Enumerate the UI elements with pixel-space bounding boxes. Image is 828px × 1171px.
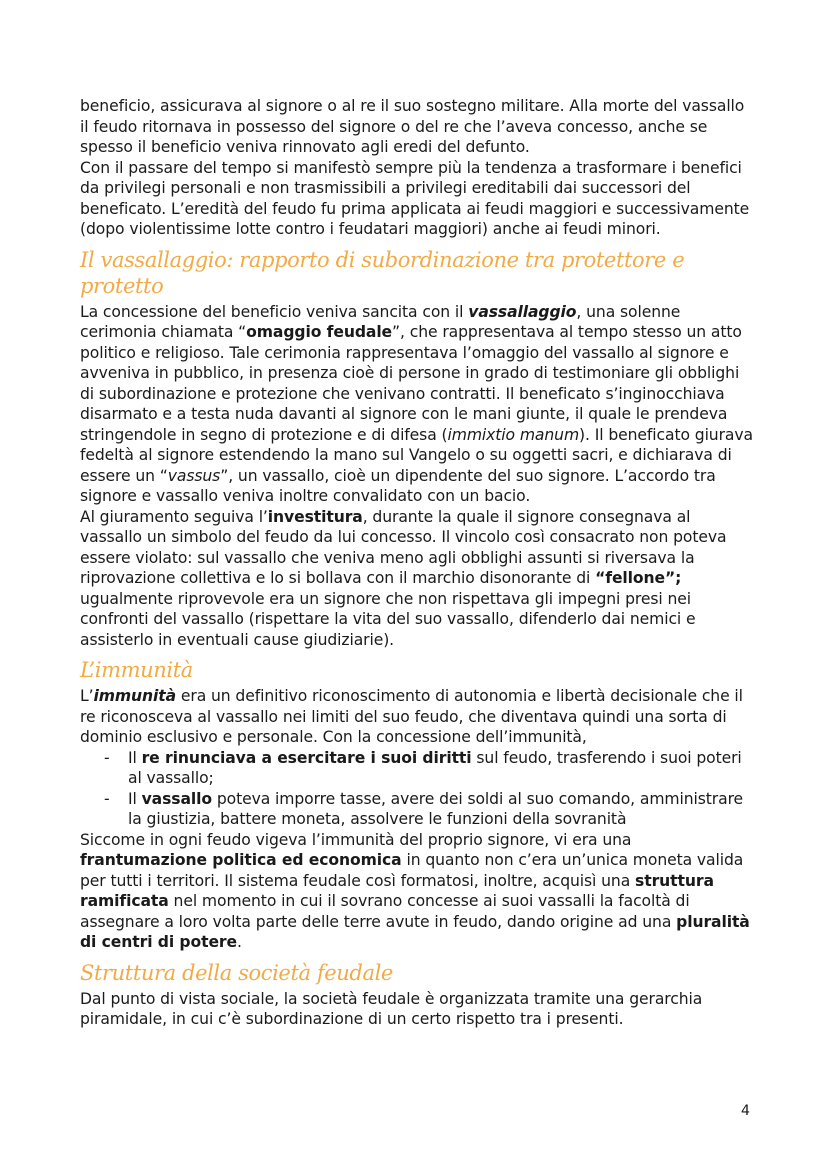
page-number: 4 xyxy=(741,1103,750,1119)
text-run: ugualmente riprovevole era un signore che non rispettava gli impegni presi nei confronti del vassallo (rispettare la vita del suo vassallo, difenderlo dai nemici e assisterlo in eventuali cause giudiziarie). xyxy=(80,589,696,649)
text-run: era un definitivo riconoscimento di autonomia e libertà decisionale che il re riconosceva al vassallo nei limiti del suo feudo, che diventava quindi una sorta di dominio esclusivo e personale. Con la concessione dell’immunità, xyxy=(80,687,743,746)
intro-paragraph-1: beneficio, assicurava al signore o al re il suo sostegno militare. Alla morte del vassallo il feudo ritornava in possesso del signore o del re che l’aveva concesso, anche se spesso il beneficio veniva rinnovato agli eredi del defunto. xyxy=(80,97,745,156)
immunita-paragraph-2 xyxy=(80,830,756,953)
text-run: , durante la quale il signore consegnava al vassallo un simbolo del feudo da lui concesso. Il vincolo così consacrato non poteva essere violato: sul vassallo che veniva meno agli obblighi assunti si riversava la riprovazione collettiva e lo si bollava con il marchio disonorante di xyxy=(80,507,727,587)
text-run: ). Il beneficato giurava fedeltà al signore estendendo la mano sul Vangelo o su oggetti sacri, e dichiarava di essere un “ xyxy=(80,425,753,485)
text-run: Il xyxy=(128,789,142,808)
heading-immunita: L’immunità xyxy=(80,658,193,682)
text-run: Il xyxy=(128,748,142,767)
immunita-paragraph-1 xyxy=(80,686,756,748)
term-investitura: investitura xyxy=(267,507,363,526)
immunita-list xyxy=(80,748,756,830)
term-pluralita: pluralità di centri di potere xyxy=(80,912,750,951)
text-run: Al giuramento seguiva l’ xyxy=(80,507,268,526)
term-omaggio-feudale: omaggio feudale xyxy=(246,323,393,341)
term-immixtio-manum: immixtio manum xyxy=(447,425,580,444)
text-run: , una solenne cerimonia chiamata “ xyxy=(80,302,681,341)
list-item xyxy=(128,789,756,830)
list-item xyxy=(128,748,756,789)
vassallaggio-paragraph-1 xyxy=(80,302,756,507)
term-re-rinunciava: re rinunciava a esercitare i suoi diritti xyxy=(141,748,472,767)
term-vassallaggio: vassallaggio xyxy=(468,302,577,321)
text-run: poteva imporre tasse, avere dei soldi al suo comando, amministrare la giustizia, battere moneta, assolvere le funzioni della sovranità xyxy=(128,789,744,828)
heading-struttura: Struttura della società feudale xyxy=(80,960,393,985)
text-run: ”, che rappresentava al tempo stesso un atto politico e religioso. Tale cerimonia rappresentava l’omaggio del vassallo al signore e avveniva in pubblico, in presenza cioè di persone in grado di testimoniare gli obblighi di subordinazione e protezione che venivano contratti. Il beneficato s’inginocchiava disarmato e a testa nuda davanti al signore con le mani giunte, il quale le prendeva stringendole in segno di protezione e di difesa ( xyxy=(80,323,742,444)
text-run: sul feudo, trasferendo i suoi poteri al vassallo; xyxy=(128,748,742,787)
struttura-paragraph-1: Dal punto di vista sociale, la società feudale è organizzata tramite una gerarchia piramidale, in cui c’è subordinazione di un certo rispetto tra i presenti. xyxy=(80,989,703,1028)
term-vassallo: vassallo xyxy=(141,789,212,808)
term-frantumazione: frantumazione politica ed economica xyxy=(80,851,402,869)
text-run: . xyxy=(236,933,242,951)
text-run: ”, un vassallo, cioè un dipendente del suo signore. L’accordo tra signore e vassallo veniva inoltre convalidato con un bacio. xyxy=(80,466,716,505)
vassallaggio-paragraph-2 xyxy=(80,507,756,651)
intro-paragraph-2: Con il passare del tempo si manifestò sempre più la tendenza a trasformare i benefici da privilegi personali e non trasmissibili a privilegi ereditabili dai successori del beneficato. L’eredità del feudo fu prima applicata ai feudi maggiori e successivamente (dopo violentissime lotte contro i feudatari maggiori) anche ai feudi minori. xyxy=(80,158,750,238)
text-run: L’ xyxy=(80,687,94,705)
text-run: La concessione del beneficio veniva sancita con il xyxy=(80,302,469,321)
text-run: in quanto non c’era un’unica moneta valida per tutti i territori. Il sistema feudale così formatosi, inoltre, acquisì una xyxy=(80,851,744,890)
term-vassus: vassus xyxy=(167,466,221,485)
text-run: nel momento in cui il sovrano concesse ai suoi vassalli la facoltà di assegnare a loro volta parte delle terre avute in feudo, dando origine ad una xyxy=(80,892,690,931)
term-fellone: “fellone”; xyxy=(595,569,682,587)
term-immunita: immunità xyxy=(93,687,177,705)
document-body xyxy=(80,96,756,1030)
text-run: Siccome in ogni feudo vigeva l’immunità del proprio signore, vi era una xyxy=(80,830,632,849)
heading-vassallaggio: Il vassallaggio: rapporto di subordinazione tra protettore e protetto xyxy=(80,247,685,298)
term-struttura-ramificata: struttura ramificata xyxy=(80,871,714,910)
